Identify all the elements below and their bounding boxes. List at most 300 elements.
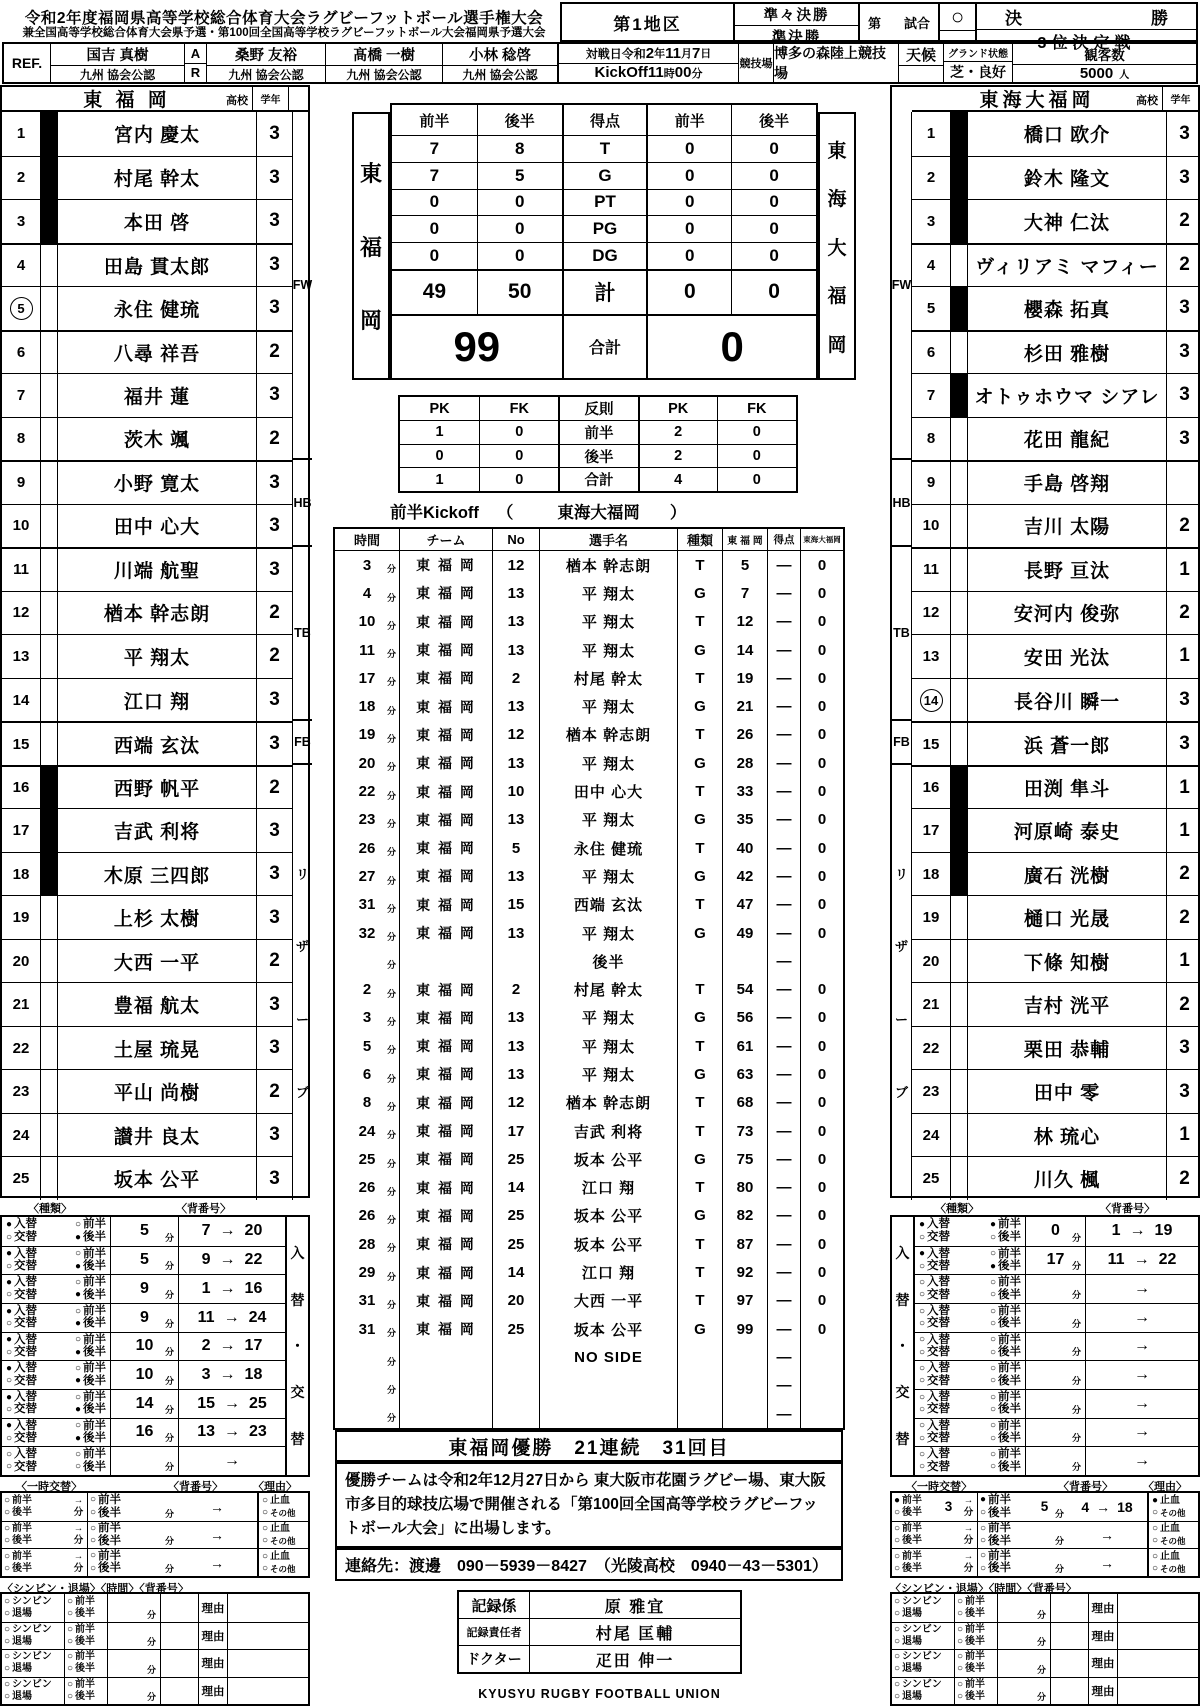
sendoff-option bbox=[4, 1609, 62, 1619]
empty-circle-icon: ○ bbox=[957, 1651, 964, 1663]
score-time-value: 26 bbox=[358, 839, 376, 857]
score-player-no: 14 bbox=[492, 1174, 539, 1202]
empty-circle-icon: ○ bbox=[919, 1276, 926, 1288]
penalty-value: 0 bbox=[717, 468, 796, 491]
round-semifinal: 準決勝 bbox=[735, 25, 858, 47]
score-player bbox=[539, 1372, 677, 1400]
score-time-value: 4 bbox=[362, 584, 372, 602]
ar-label-cell: A R bbox=[184, 44, 206, 82]
score-time bbox=[335, 891, 399, 919]
sub-kind-swap bbox=[6, 1433, 37, 1445]
sub-from: 15 bbox=[197, 1394, 215, 1412]
player-row bbox=[912, 765, 1200, 809]
score-team: 東 福 岡 bbox=[399, 975, 492, 1003]
sinbin-kind bbox=[2, 1678, 64, 1705]
sub-kind-swap bbox=[919, 1462, 950, 1474]
score-player: 平 翔太 bbox=[539, 608, 677, 636]
sub-kind-in bbox=[6, 1421, 37, 1433]
sub-numbers bbox=[1085, 1390, 1198, 1418]
penalty-value: 2 bbox=[638, 421, 717, 444]
score-value: 0 bbox=[477, 243, 562, 269]
reserve-char: ー bbox=[295, 1012, 309, 1028]
player-grade: 3 bbox=[256, 200, 292, 243]
temp-in-first-label: 前半 bbox=[98, 1549, 122, 1562]
substitution-row bbox=[915, 1332, 1198, 1361]
player-grade: 3 bbox=[1166, 723, 1200, 765]
score-dash: — bbox=[767, 1230, 800, 1258]
score-team bbox=[399, 1343, 492, 1371]
empty-circle-icon: ○ bbox=[6, 1461, 13, 1473]
sub-half-first-label: 前半 bbox=[998, 1218, 1021, 1231]
penalty-header-row bbox=[400, 397, 796, 420]
starter-bar bbox=[950, 809, 967, 852]
sinbin-option-label: シンビン bbox=[12, 1595, 52, 1607]
home-running-score: 21 bbox=[722, 692, 767, 720]
sub-time bbox=[1025, 1361, 1085, 1389]
penalty-row bbox=[400, 467, 796, 491]
temp-in-first bbox=[90, 1523, 130, 1535]
score-time bbox=[335, 975, 399, 1003]
score-team: 東 福 岡 bbox=[399, 579, 492, 607]
player-row bbox=[2, 373, 292, 417]
empty-circle-icon: ○ bbox=[919, 1404, 926, 1416]
score-time bbox=[335, 806, 399, 834]
sub-kind-in-label: 入替 bbox=[14, 1390, 38, 1403]
sub-kind-swap-label: 交替 bbox=[927, 1288, 951, 1301]
away-running-score: 0 bbox=[800, 636, 843, 664]
score-kind: T bbox=[677, 1174, 722, 1202]
player-number: 5 bbox=[926, 299, 936, 317]
filled-circle-icon: ● bbox=[6, 1305, 13, 1317]
sub-kind-swap bbox=[919, 1347, 950, 1359]
sub-kind-in bbox=[919, 1449, 950, 1461]
away-running-score: 0 bbox=[800, 1089, 843, 1117]
minute-unit: 分 bbox=[386, 1186, 396, 1197]
sub-half-first bbox=[75, 1449, 106, 1461]
empty-circle-icon: ○ bbox=[957, 1678, 964, 1690]
player-grade: 3 bbox=[1166, 418, 1200, 461]
sub-kind-in bbox=[919, 1306, 950, 1318]
score-time-value: 31 bbox=[358, 1320, 376, 1338]
player-number: 22 bbox=[922, 1039, 940, 1057]
timeline-row bbox=[335, 919, 843, 947]
sinbin-second-label: 後半 bbox=[75, 1608, 96, 1619]
player-number: 18 bbox=[12, 865, 30, 883]
sinbin-option-label: シンビン bbox=[12, 1678, 52, 1690]
score-player-no: 25 bbox=[492, 1145, 539, 1173]
district-label: 第1地区 bbox=[613, 14, 682, 34]
empty-circle-icon: ○ bbox=[74, 1218, 81, 1230]
score-kind: T bbox=[677, 721, 722, 749]
score-time bbox=[335, 1089, 399, 1117]
sinbin-first-label: 前半 bbox=[965, 1595, 986, 1607]
temp-out-second-label: 後半 bbox=[902, 1562, 923, 1574]
temp-numbers bbox=[1067, 1549, 1147, 1576]
player-row bbox=[912, 330, 1200, 374]
sendoff-option-label: 退場 bbox=[12, 1608, 33, 1619]
temp-out-second-label: 後半 bbox=[12, 1535, 33, 1547]
sub-time-value: 14 bbox=[135, 1394, 154, 1412]
sub-time bbox=[110, 1247, 178, 1275]
filled-circle-icon: ● bbox=[74, 1375, 81, 1387]
arrow-icon: → bbox=[1100, 1554, 1114, 1571]
player-grade: 3 bbox=[256, 549, 292, 591]
sub-time-value: 16 bbox=[135, 1423, 154, 1441]
sub-kind-in bbox=[6, 1219, 37, 1231]
minute-unit: 分 bbox=[1036, 1664, 1046, 1675]
temp-in-first-label: 前半 bbox=[98, 1493, 122, 1506]
empty-circle-icon: ○ bbox=[919, 1362, 926, 1374]
score-player: 坂本 公平 bbox=[539, 1145, 677, 1173]
score-time-value: 28 bbox=[358, 1235, 376, 1253]
player-name: 江口 翔 bbox=[57, 679, 256, 722]
temp-in-time bbox=[1022, 1522, 1067, 1549]
sub-half-first-label: 前半 bbox=[83, 1333, 106, 1346]
position-fw: FW bbox=[293, 112, 312, 460]
empty-circle-icon: ○ bbox=[67, 1608, 74, 1619]
sub-half-second-label: 後半 bbox=[83, 1230, 106, 1243]
sub-time-value: 0 bbox=[1051, 1222, 1060, 1240]
score-time bbox=[335, 777, 399, 805]
minute-unit: 分 bbox=[1071, 1289, 1081, 1300]
sub-numbers bbox=[178, 1247, 285, 1275]
minute-unit: 分 bbox=[386, 1243, 396, 1254]
sub-time-value: 10 bbox=[135, 1366, 154, 1384]
home-running-score bbox=[722, 947, 767, 975]
score-kind: T bbox=[677, 1287, 722, 1315]
sub-half-second-label: 後半 bbox=[998, 1317, 1021, 1330]
player-row bbox=[2, 1026, 292, 1070]
sendoff-option-label: 退場 bbox=[902, 1608, 923, 1619]
player-name: 西野 帆平 bbox=[57, 767, 256, 809]
sinbin-second-label: 後半 bbox=[965, 1635, 986, 1647]
empty-circle-icon: ○ bbox=[919, 1334, 926, 1346]
timeline-row bbox=[335, 721, 843, 749]
sub-kind-in bbox=[6, 1363, 37, 1375]
score-time-value: 22 bbox=[358, 783, 376, 801]
sub-time-value: 9 bbox=[140, 1280, 149, 1298]
empty-circle-icon: ○ bbox=[4, 1522, 11, 1534]
score-kind-label: PT bbox=[562, 190, 647, 216]
player-row bbox=[2, 765, 292, 809]
score-kind bbox=[677, 1400, 722, 1428]
player-grade: 3 bbox=[256, 1114, 292, 1157]
score-team: 東 福 岡 bbox=[399, 862, 492, 890]
empty-circle-icon: ○ bbox=[989, 1346, 996, 1358]
score-dash: — bbox=[767, 579, 800, 607]
sinbin-half bbox=[64, 1678, 107, 1705]
temp-arrow-min bbox=[70, 1493, 87, 1521]
penalty-value: 0 bbox=[479, 421, 558, 444]
sub-time bbox=[110, 1390, 178, 1418]
score-kind: T bbox=[677, 551, 722, 579]
starter-bar bbox=[40, 767, 57, 809]
player-row bbox=[912, 982, 1200, 1026]
vertical-name-char: 大 bbox=[827, 237, 847, 259]
empty-circle-icon: ○ bbox=[919, 1289, 926, 1301]
sub-half-first bbox=[990, 1335, 1021, 1347]
score-kind: G bbox=[677, 1060, 722, 1088]
score-player-no: 13 bbox=[492, 579, 539, 607]
empty-circle-icon: ○ bbox=[6, 1432, 13, 1444]
score-kind: G bbox=[677, 636, 722, 664]
empty-circle-icon: ○ bbox=[989, 1461, 996, 1473]
sub-time bbox=[1025, 1247, 1085, 1275]
player-name: 田中 心大 bbox=[57, 505, 256, 548]
player-grade: 3 bbox=[1166, 287, 1200, 330]
sinbin-option-label: シンビン bbox=[902, 1595, 942, 1607]
sinbin-half bbox=[954, 1594, 997, 1622]
away-running-score: 0 bbox=[800, 891, 843, 919]
empty-circle-icon: ○ bbox=[980, 1535, 987, 1547]
arrow-icon: → bbox=[1134, 1394, 1150, 1412]
starter-bar-empty bbox=[950, 1027, 967, 1070]
starter-bar bbox=[40, 809, 57, 852]
player-grade: 2 bbox=[1166, 505, 1200, 548]
timeline-row bbox=[335, 1089, 843, 1117]
starter-bar-empty bbox=[40, 1027, 57, 1070]
empty-circle-icon: ○ bbox=[989, 1404, 996, 1416]
empty-circle-icon: ○ bbox=[90, 1522, 97, 1534]
sinbin-first bbox=[957, 1652, 995, 1662]
player-number: 10 bbox=[12, 517, 30, 535]
score-time bbox=[335, 1004, 399, 1032]
sub-kind-swap-label: 交替 bbox=[927, 1345, 951, 1358]
sub-time-value: 5 bbox=[140, 1222, 149, 1240]
home-running-score: 19 bbox=[722, 664, 767, 692]
empty-circle-icon: ○ bbox=[74, 1305, 81, 1317]
sub-kind-in-label: 入替 bbox=[927, 1218, 951, 1231]
score-kind: T bbox=[677, 1089, 722, 1117]
sinbin-option bbox=[894, 1652, 952, 1662]
filled-circle-icon: ● bbox=[6, 1391, 13, 1403]
away-total-score: 0 bbox=[646, 316, 816, 378]
score-value: 0 bbox=[429, 192, 440, 212]
sub-half-first-label: 前半 bbox=[83, 1218, 106, 1231]
score-time bbox=[335, 1400, 399, 1428]
tournament-subtitle: 兼全国高等学校総合体育大会県予選・第100回全国高等学校ラグビーフットボール大会福岡県予選大会 bbox=[22, 27, 546, 39]
player-row bbox=[2, 112, 292, 156]
player-number: 1 bbox=[16, 125, 26, 143]
sub-half-second bbox=[75, 1318, 106, 1330]
reserve-char: ブ bbox=[295, 1085, 309, 1101]
sub-kind-in-label: 入替 bbox=[927, 1304, 951, 1317]
player-grade: 2 bbox=[1166, 853, 1200, 896]
sub-vertical-char: 替 bbox=[895, 1430, 910, 1447]
empty-circle-icon: ○ bbox=[894, 1562, 901, 1574]
substitution-row bbox=[915, 1446, 1198, 1475]
score-time bbox=[335, 1032, 399, 1060]
sendoff-option-label: 退場 bbox=[12, 1663, 33, 1675]
timeline-row bbox=[335, 1004, 843, 1032]
score-time bbox=[335, 608, 399, 636]
player-row bbox=[912, 199, 1200, 243]
player-rows bbox=[2, 112, 292, 1200]
timeline-row bbox=[335, 834, 843, 862]
sinbin-first-label: 前半 bbox=[965, 1651, 986, 1663]
score-value: 49 bbox=[422, 280, 447, 304]
score-time bbox=[335, 636, 399, 664]
player-number: 8 bbox=[926, 430, 936, 448]
sub-kind-in bbox=[6, 1392, 37, 1404]
filled-circle-icon: ● bbox=[6, 1218, 13, 1230]
grade-column-header: 学年 bbox=[1162, 87, 1198, 110]
player-name: 安田 光汰 bbox=[967, 635, 1166, 678]
score-kind-label: 計 bbox=[562, 271, 647, 314]
official-row bbox=[459, 1645, 740, 1672]
temp-out-half bbox=[892, 1549, 937, 1576]
minute-unit: 分 bbox=[146, 1609, 156, 1620]
penalty-period-label: 後半 bbox=[558, 445, 637, 468]
score-time-value: 26 bbox=[358, 1207, 376, 1225]
penalty-header-cell: FK bbox=[717, 397, 796, 420]
sinbin-option-label: シンビン bbox=[902, 1678, 942, 1690]
player-number: 16 bbox=[12, 779, 30, 797]
sinbin-first-label: 前半 bbox=[75, 1651, 96, 1663]
player-number: 13 bbox=[12, 647, 30, 665]
starter-bar bbox=[950, 287, 967, 330]
temp-numbers bbox=[1067, 1522, 1147, 1549]
minute-unit: 分 bbox=[1036, 1609, 1046, 1620]
empty-circle-icon: ○ bbox=[74, 1461, 81, 1473]
filled-circle-icon: ● bbox=[6, 1420, 13, 1432]
player-row bbox=[2, 547, 292, 591]
score-value: 0 bbox=[731, 216, 816, 242]
temp-sub-row bbox=[2, 1521, 308, 1549]
arrow-icon: → bbox=[963, 1523, 974, 1535]
filled-circle-icon: ● bbox=[6, 1276, 13, 1288]
temp-out-first bbox=[894, 1524, 935, 1534]
score-player: 楢本 幹志朗 bbox=[539, 551, 677, 579]
sinbin-second-label: 後半 bbox=[75, 1635, 96, 1647]
player-row bbox=[2, 721, 292, 765]
score-player-no: 10 bbox=[492, 777, 539, 805]
score-kind: T bbox=[677, 1230, 722, 1258]
score-time bbox=[335, 1372, 399, 1400]
sub-kind-cell bbox=[2, 1217, 110, 1246]
referee-name: 国吉 真樹 bbox=[86, 48, 149, 64]
player-number: 17 bbox=[12, 822, 30, 840]
arrow-icon: → bbox=[1134, 1280, 1150, 1298]
player-name: 田中 零 bbox=[967, 1070, 1166, 1113]
score-player: 村尾 幹太 bbox=[539, 664, 677, 692]
score-team: 東 福 岡 bbox=[399, 749, 492, 777]
starter-bar bbox=[950, 767, 967, 809]
player-row bbox=[912, 1156, 1200, 1200]
empty-circle-icon: ○ bbox=[74, 1448, 81, 1460]
vertical-name-char: 海 bbox=[827, 189, 847, 210]
score-player-no: 13 bbox=[492, 862, 539, 890]
empty-circle-icon: ○ bbox=[919, 1318, 926, 1330]
score-time-value: 8 bbox=[362, 1094, 372, 1112]
score-dash: — bbox=[767, 947, 800, 975]
score-time-value: 5 bbox=[362, 1037, 372, 1055]
substitution-row bbox=[2, 1332, 285, 1361]
sub-half-first bbox=[75, 1249, 106, 1261]
temp-in-first bbox=[980, 1523, 1020, 1535]
temp-arrow-min bbox=[70, 1549, 87, 1576]
score-time bbox=[335, 579, 399, 607]
score-player: 坂本 公平 bbox=[539, 1202, 677, 1230]
temp-sub-row bbox=[892, 1493, 1198, 1521]
score-time bbox=[335, 1174, 399, 1202]
empty-circle-icon: ○ bbox=[957, 1690, 964, 1702]
sub-vertical-char: 替 bbox=[290, 1291, 305, 1308]
minute-unit: 分 bbox=[73, 1507, 84, 1519]
arrow-icon: → bbox=[219, 1337, 236, 1355]
empty-circle-icon: ○ bbox=[90, 1563, 97, 1575]
sinbin-number bbox=[1050, 1650, 1088, 1677]
selected-mark-empty bbox=[940, 30, 975, 40]
minute-unit: 分 bbox=[164, 1347, 174, 1358]
score-player: 江口 翔 bbox=[539, 1174, 677, 1202]
player-number: 19 bbox=[12, 909, 30, 927]
sub-kind-swap bbox=[919, 1232, 950, 1244]
arrow-icon: → bbox=[73, 1494, 84, 1506]
minute-unit: 分 bbox=[146, 1637, 156, 1647]
empty-circle-icon: ○ bbox=[262, 1562, 269, 1574]
sub-time bbox=[110, 1217, 178, 1246]
temp-reason bbox=[257, 1549, 308, 1576]
sub-half-second-label: 後半 bbox=[998, 1374, 1021, 1387]
temp-out-time bbox=[47, 1522, 70, 1549]
empty-circle-icon: ○ bbox=[919, 1305, 926, 1317]
sub-to: 16 bbox=[244, 1280, 263, 1298]
sub-time-value: 10 bbox=[135, 1337, 154, 1355]
score-time bbox=[335, 1117, 399, 1145]
temp-out-time bbox=[47, 1493, 70, 1521]
sub-time bbox=[1025, 1390, 1085, 1418]
timeline-row bbox=[335, 777, 843, 805]
away-running-score bbox=[800, 1400, 843, 1428]
sub-from: 3 bbox=[201, 1366, 211, 1384]
player-number: 7 bbox=[926, 386, 936, 404]
round-final: 決 勝 bbox=[1005, 9, 1168, 28]
assistant-referee-2: 髙橋 一樹 九州 協会公認 bbox=[325, 44, 442, 82]
player-row bbox=[912, 547, 1200, 591]
starter-bar bbox=[40, 853, 57, 896]
starter-bar-empty bbox=[40, 462, 57, 504]
filled-circle-icon: ● bbox=[74, 1318, 81, 1330]
substitution-row bbox=[915, 1246, 1198, 1275]
empty-circle-icon: ○ bbox=[4, 1678, 11, 1690]
score-player-no: 2 bbox=[492, 664, 539, 692]
sinbin-second bbox=[957, 1664, 995, 1674]
temp-reason bbox=[257, 1522, 308, 1549]
score-team: 東 福 岡 bbox=[399, 1315, 492, 1343]
timeline-row bbox=[335, 1230, 843, 1258]
empty-circle-icon: ○ bbox=[919, 1461, 926, 1473]
sub-kind-in-label: 入替 bbox=[14, 1218, 38, 1231]
final-options bbox=[975, 4, 1196, 52]
player-name: 花田 龍紀 bbox=[967, 418, 1166, 461]
starter-bar bbox=[40, 200, 57, 243]
player-number: 21 bbox=[12, 996, 30, 1014]
sub-section-header-home: 〈種類〉 〈背番号〉 bbox=[28, 1203, 231, 1215]
player-name: オトゥホウマ シアレ bbox=[967, 374, 1166, 417]
player-row bbox=[2, 286, 292, 330]
score-time-value: 10 bbox=[358, 613, 376, 631]
minute-unit: 分 bbox=[164, 1261, 174, 1272]
player-row bbox=[912, 156, 1200, 200]
sub-kind-in-label: 入替 bbox=[14, 1362, 38, 1375]
sinbin-number bbox=[160, 1678, 198, 1705]
starter-bar bbox=[40, 112, 57, 156]
arrow-icon: → bbox=[210, 1498, 224, 1515]
sinbin-row bbox=[892, 1594, 1198, 1622]
score-dash: — bbox=[767, 919, 800, 947]
venue-value: 博多の森陸上競技場 bbox=[773, 44, 898, 82]
